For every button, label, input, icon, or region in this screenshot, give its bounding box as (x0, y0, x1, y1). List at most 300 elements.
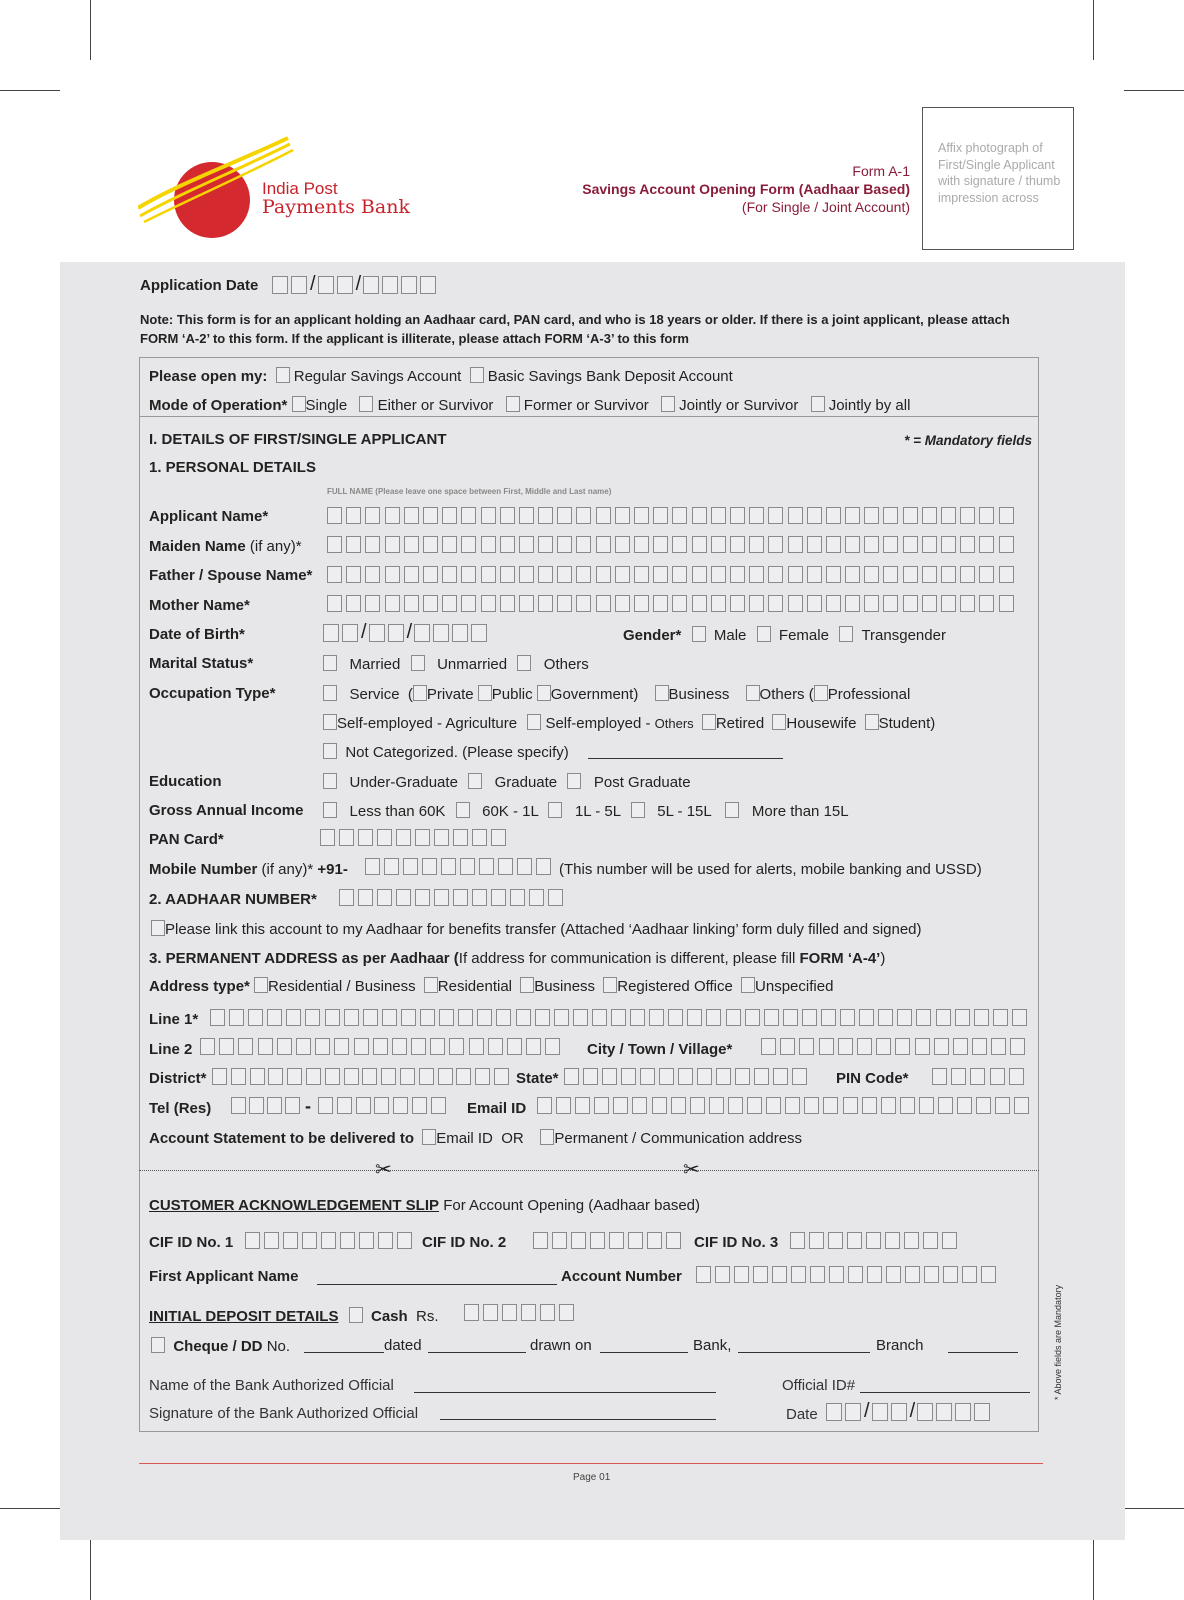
char-box[interactable] (556, 1097, 571, 1114)
char-box[interactable] (434, 829, 449, 846)
occ-professional-checkbox[interactable] (814, 685, 828, 701)
unmarried-checkbox[interactable] (411, 655, 425, 671)
char-box[interactable] (790, 1232, 805, 1249)
char-box[interactable] (979, 566, 994, 583)
char-box[interactable] (536, 858, 551, 875)
char-box[interactable] (883, 536, 898, 553)
char-box[interactable] (575, 1097, 590, 1114)
char-box[interactable] (404, 507, 419, 524)
occ-business-checkbox[interactable] (655, 685, 669, 701)
date-box[interactable] (323, 624, 339, 642)
char-box[interactable] (671, 1097, 686, 1114)
char-box[interactable] (412, 1097, 427, 1114)
date-box[interactable] (872, 1403, 888, 1421)
char-box[interactable] (573, 1009, 588, 1026)
char-box[interactable] (393, 1097, 408, 1114)
char-box[interactable] (377, 889, 392, 906)
char-box[interactable] (381, 1068, 396, 1085)
char-box[interactable] (768, 595, 783, 612)
char-box[interactable] (941, 595, 956, 612)
char-box[interactable] (358, 889, 373, 906)
char-box[interactable] (826, 566, 841, 583)
char-box[interactable] (365, 595, 380, 612)
char-box[interactable] (611, 1009, 626, 1026)
date-box[interactable] (433, 624, 449, 642)
char-box[interactable] (231, 1068, 246, 1085)
district-boxes[interactable] (212, 1068, 513, 1085)
char-box[interactable] (728, 1097, 743, 1114)
date-box[interactable] (936, 1403, 952, 1421)
char-box[interactable] (442, 536, 457, 553)
char-box[interactable] (772, 1266, 787, 1283)
char-box[interactable] (359, 1232, 374, 1249)
char-box[interactable] (327, 566, 342, 583)
char-box[interactable] (773, 1068, 788, 1085)
char-box[interactable] (934, 1038, 949, 1055)
char-box[interactable] (340, 1232, 355, 1249)
char-box[interactable] (730, 507, 745, 524)
char-box[interactable] (346, 595, 361, 612)
char-box[interactable] (903, 595, 918, 612)
date-box[interactable] (388, 624, 404, 642)
char-box[interactable] (829, 1266, 844, 1283)
char-box[interactable] (734, 1266, 749, 1283)
char-box[interactable] (845, 536, 860, 553)
char-box[interactable] (404, 536, 419, 553)
char-box[interactable] (415, 889, 430, 906)
line1-boxes[interactable] (210, 1009, 1031, 1026)
income-5-checkbox[interactable] (725, 802, 739, 818)
char-box[interactable] (634, 536, 649, 553)
edu-ug-checkbox[interactable] (323, 773, 337, 789)
char-box[interactable] (900, 1097, 915, 1114)
char-box[interactable] (632, 1097, 647, 1114)
char-box[interactable] (753, 1266, 768, 1283)
char-box[interactable] (337, 1097, 352, 1114)
char-box[interactable] (883, 566, 898, 583)
char-box[interactable] (999, 595, 1014, 612)
char-box[interactable] (327, 595, 342, 612)
char-box[interactable] (537, 1097, 552, 1114)
char-box[interactable] (941, 536, 956, 553)
income-2-checkbox[interactable] (456, 802, 470, 818)
char-box[interactable] (442, 595, 457, 612)
char-box[interactable] (576, 536, 591, 553)
father-name-boxes[interactable] (327, 566, 1018, 583)
char-box[interactable] (592, 1009, 607, 1026)
char-box[interactable] (999, 566, 1014, 583)
char-box[interactable] (878, 1009, 893, 1026)
char-box[interactable] (809, 1232, 824, 1249)
char-box[interactable] (404, 595, 419, 612)
date-box[interactable] (471, 624, 487, 642)
char-box[interactable] (576, 566, 591, 583)
official-name-field[interactable] (414, 1392, 716, 1393)
edu-pg-checkbox[interactable] (567, 773, 581, 789)
cash-amount-boxes[interactable] (464, 1304, 578, 1321)
pin-boxes[interactable] (932, 1068, 1028, 1085)
char-box[interactable] (932, 1068, 947, 1085)
char-box[interactable] (238, 1038, 253, 1055)
char-box[interactable] (715, 1266, 730, 1283)
char-box[interactable] (826, 595, 841, 612)
state-boxes[interactable] (564, 1068, 811, 1085)
char-box[interactable] (904, 1232, 919, 1249)
char-box[interactable] (780, 1038, 795, 1055)
char-box[interactable] (481, 566, 496, 583)
char-box[interactable] (287, 1068, 302, 1085)
char-box[interactable] (305, 1009, 320, 1026)
char-box[interactable] (840, 1009, 855, 1026)
income-1-checkbox[interactable] (323, 802, 337, 818)
char-box[interactable] (481, 595, 496, 612)
char-box[interactable] (365, 858, 380, 875)
char-box[interactable] (258, 1038, 273, 1055)
char-box[interactable] (649, 1009, 664, 1026)
char-box[interactable] (826, 536, 841, 553)
char-box[interactable] (533, 1232, 548, 1249)
char-box[interactable] (535, 1009, 550, 1026)
date-box[interactable] (342, 624, 358, 642)
char-box[interactable] (941, 566, 956, 583)
char-box[interactable] (571, 1232, 586, 1249)
char-box[interactable] (477, 1009, 492, 1026)
char-box[interactable] (526, 1038, 541, 1055)
cheque-checkbox[interactable] (151, 1337, 165, 1353)
char-box[interactable] (296, 1038, 311, 1055)
char-box[interactable] (510, 889, 525, 906)
char-box[interactable] (711, 566, 726, 583)
char-box[interactable] (962, 1266, 977, 1283)
application-date-boxes[interactable] (272, 273, 439, 296)
char-box[interactable] (864, 595, 879, 612)
char-box[interactable] (472, 889, 487, 906)
char-box[interactable] (821, 1009, 836, 1026)
cif3-boxes[interactable] (790, 1232, 961, 1249)
char-box[interactable] (709, 1097, 724, 1114)
char-box[interactable] (692, 595, 707, 612)
char-box[interactable] (500, 595, 515, 612)
char-box[interactable] (538, 566, 553, 583)
date-box[interactable] (369, 624, 385, 642)
char-box[interactable] (749, 507, 764, 524)
char-box[interactable] (711, 595, 726, 612)
occ-housewife-checkbox[interactable] (772, 714, 786, 730)
char-box[interactable] (903, 566, 918, 583)
date-box[interactable] (955, 1403, 971, 1421)
char-box[interactable] (449, 1038, 464, 1055)
char-box[interactable] (557, 595, 572, 612)
char-box[interactable] (857, 1038, 872, 1055)
tel-number-boxes[interactable] (318, 1097, 450, 1114)
char-box[interactable] (540, 1304, 555, 1321)
addr-resbus-checkbox[interactable] (254, 977, 268, 993)
char-box[interactable] (596, 595, 611, 612)
char-box[interactable] (826, 507, 841, 524)
char-box[interactable] (517, 858, 532, 875)
char-box[interactable] (883, 507, 898, 524)
char-box[interactable] (339, 889, 354, 906)
char-box[interactable] (979, 507, 994, 524)
char-box[interactable] (250, 1068, 265, 1085)
char-box[interactable] (828, 1232, 843, 1249)
char-box[interactable] (210, 1009, 225, 1026)
char-box[interactable] (327, 536, 342, 553)
gender-transgender-checkbox[interactable] (839, 626, 853, 642)
char-box[interactable] (845, 595, 860, 612)
char-box[interactable] (955, 1009, 970, 1026)
char-box[interactable] (434, 889, 449, 906)
date-box[interactable] (401, 276, 417, 294)
char-box[interactable] (991, 1038, 1006, 1055)
char-box[interactable] (268, 1068, 283, 1085)
char-box[interactable] (881, 1097, 896, 1114)
char-box[interactable] (469, 1038, 484, 1055)
char-box[interactable] (1012, 1009, 1027, 1026)
char-box[interactable] (919, 1097, 934, 1114)
char-box[interactable] (403, 858, 418, 875)
char-box[interactable] (819, 1038, 834, 1055)
char-box[interactable] (396, 889, 411, 906)
char-box[interactable] (957, 1097, 972, 1114)
char-box[interactable] (788, 536, 803, 553)
date-box[interactable] (318, 276, 334, 294)
char-box[interactable] (481, 507, 496, 524)
char-box[interactable] (521, 1304, 536, 1321)
char-box[interactable] (915, 1038, 930, 1055)
char-box[interactable] (576, 507, 591, 524)
maiden-name-boxes[interactable] (327, 536, 1018, 553)
char-box[interactable] (378, 1232, 393, 1249)
applicant-name-boxes[interactable] (327, 507, 1018, 524)
date-box[interactable] (272, 276, 288, 294)
drawn-on-field[interactable] (600, 1352, 688, 1353)
char-box[interactable] (502, 1304, 517, 1321)
char-box[interactable] (500, 507, 515, 524)
char-box[interactable] (960, 566, 975, 583)
occ-se-others-checkbox[interactable] (527, 714, 541, 730)
char-box[interactable] (903, 507, 918, 524)
char-box[interactable] (995, 1097, 1010, 1114)
char-box[interactable] (730, 566, 745, 583)
char-box[interactable] (766, 1097, 781, 1114)
char-box[interactable] (461, 536, 476, 553)
char-box[interactable] (692, 536, 707, 553)
char-box[interactable] (970, 1068, 985, 1085)
pan-boxes[interactable] (320, 829, 510, 846)
char-box[interactable] (496, 1009, 511, 1026)
tel-std-boxes[interactable] (231, 1097, 303, 1114)
edu-grad-checkbox[interactable] (468, 773, 482, 789)
mode-jointly-all-checkbox[interactable] (811, 396, 825, 412)
char-box[interactable] (315, 1038, 330, 1055)
official-sig-field[interactable] (440, 1419, 716, 1420)
char-box[interactable] (768, 536, 783, 553)
occ-notcat-checkbox[interactable] (323, 743, 337, 759)
char-box[interactable] (785, 1097, 800, 1114)
char-box[interactable] (993, 1009, 1008, 1026)
char-box[interactable] (749, 566, 764, 583)
char-box[interactable] (464, 1304, 479, 1321)
married-checkbox[interactable] (323, 655, 337, 671)
char-box[interactable] (696, 1266, 711, 1283)
char-box[interactable] (374, 1097, 389, 1114)
char-box[interactable] (838, 1038, 853, 1055)
char-box[interactable] (1009, 1068, 1024, 1085)
char-box[interactable] (422, 858, 437, 875)
char-box[interactable] (423, 507, 438, 524)
char-box[interactable] (730, 595, 745, 612)
char-box[interactable] (807, 595, 822, 612)
addr-reg-checkbox[interactable] (603, 977, 617, 993)
char-box[interactable] (596, 507, 611, 524)
char-box[interactable] (475, 1068, 490, 1085)
account-number-boxes[interactable] (696, 1266, 1000, 1283)
char-box[interactable] (557, 507, 572, 524)
char-box[interactable] (749, 595, 764, 612)
char-box[interactable] (897, 1009, 912, 1026)
char-box[interactable] (672, 536, 687, 553)
char-box[interactable] (346, 507, 361, 524)
gender-male-checkbox[interactable] (692, 626, 706, 642)
char-box[interactable] (442, 507, 457, 524)
char-box[interactable] (609, 1232, 624, 1249)
char-box[interactable] (354, 1038, 369, 1055)
char-box[interactable] (500, 536, 515, 553)
char-box[interactable] (411, 1038, 426, 1055)
char-box[interactable] (726, 1009, 741, 1026)
char-box[interactable] (938, 1097, 953, 1114)
char-box[interactable] (285, 1097, 300, 1114)
mother-name-boxes[interactable] (327, 595, 1018, 612)
char-box[interactable] (200, 1038, 215, 1055)
char-box[interactable] (711, 536, 726, 553)
char-box[interactable] (321, 1232, 336, 1249)
char-box[interactable] (886, 1266, 901, 1283)
char-box[interactable] (979, 536, 994, 553)
char-box[interactable] (672, 595, 687, 612)
slip-date-boxes[interactable] (826, 1400, 993, 1423)
char-box[interactable] (456, 1068, 471, 1085)
char-box[interactable] (362, 1068, 377, 1085)
char-box[interactable] (373, 1038, 388, 1055)
occ-government-checkbox[interactable] (537, 685, 551, 701)
char-box[interactable] (519, 566, 534, 583)
char-box[interactable] (431, 1097, 446, 1114)
char-box[interactable] (453, 889, 468, 906)
dob-boxes[interactable] (323, 621, 490, 644)
char-box[interactable] (690, 1097, 705, 1114)
char-box[interactable] (862, 1097, 877, 1114)
char-box[interactable] (491, 889, 506, 906)
char-box[interactable] (519, 595, 534, 612)
char-box[interactable] (596, 566, 611, 583)
char-box[interactable] (479, 858, 494, 875)
char-box[interactable] (711, 507, 726, 524)
char-box[interactable] (804, 1097, 819, 1114)
char-box[interactable] (747, 1097, 762, 1114)
char-box[interactable] (538, 507, 553, 524)
char-box[interactable] (653, 507, 668, 524)
char-box[interactable] (377, 829, 392, 846)
char-box[interactable] (212, 1068, 227, 1085)
first-applicant-field[interactable] (317, 1284, 557, 1285)
char-box[interactable] (903, 536, 918, 553)
char-box[interactable] (557, 566, 572, 583)
char-box[interactable] (519, 507, 534, 524)
char-box[interactable] (423, 566, 438, 583)
char-box[interactable] (441, 858, 456, 875)
char-box[interactable] (864, 536, 879, 553)
char-box[interactable] (749, 536, 764, 553)
char-box[interactable] (325, 1068, 340, 1085)
char-box[interactable] (640, 1068, 655, 1085)
char-box[interactable] (500, 566, 515, 583)
char-box[interactable] (339, 829, 354, 846)
char-box[interactable] (974, 1009, 989, 1026)
addr-unspec-checkbox[interactable] (741, 977, 755, 993)
char-box[interactable] (916, 1009, 931, 1026)
char-box[interactable] (385, 595, 400, 612)
char-box[interactable] (847, 1232, 862, 1249)
char-box[interactable] (344, 1068, 359, 1085)
char-box[interactable] (791, 1266, 806, 1283)
char-box[interactable] (325, 1009, 340, 1026)
char-box[interactable] (590, 1232, 605, 1249)
char-box[interactable] (864, 566, 879, 583)
char-box[interactable] (659, 1068, 674, 1085)
occ-student-checkbox[interactable] (865, 714, 879, 730)
char-box[interactable] (1010, 1038, 1025, 1055)
cif1-boxes[interactable] (245, 1232, 416, 1249)
email-boxes[interactable] (537, 1097, 1033, 1114)
char-box[interactable] (692, 507, 707, 524)
char-box[interactable] (385, 566, 400, 583)
char-box[interactable] (697, 1068, 712, 1085)
char-box[interactable] (823, 1097, 838, 1114)
char-box[interactable] (481, 536, 496, 553)
char-box[interactable] (396, 829, 411, 846)
date-box[interactable] (382, 276, 398, 294)
char-box[interactable] (735, 1068, 750, 1085)
char-box[interactable] (924, 1266, 939, 1283)
char-box[interactable] (365, 536, 380, 553)
char-box[interactable] (365, 507, 380, 524)
char-box[interactable] (923, 1232, 938, 1249)
mode-single-checkbox[interactable] (292, 396, 306, 412)
char-box[interactable] (430, 1038, 445, 1055)
char-box[interactable] (802, 1009, 817, 1026)
char-box[interactable] (922, 595, 937, 612)
char-box[interactable] (346, 536, 361, 553)
char-box[interactable] (761, 1038, 776, 1055)
char-box[interactable] (634, 566, 649, 583)
cif2-boxes[interactable] (533, 1232, 685, 1249)
char-box[interactable] (615, 595, 630, 612)
char-box[interactable] (488, 1038, 503, 1055)
char-box[interactable] (519, 536, 534, 553)
income-4-checkbox[interactable] (631, 802, 645, 818)
char-box[interactable] (687, 1009, 702, 1026)
char-box[interactable] (668, 1009, 683, 1026)
char-box[interactable] (653, 536, 668, 553)
aadhaar-boxes[interactable] (339, 889, 567, 906)
char-box[interactable] (1014, 1097, 1029, 1114)
mode-either-checkbox[interactable] (359, 396, 373, 412)
char-box[interactable] (730, 536, 745, 553)
char-box[interactable] (788, 595, 803, 612)
char-box[interactable] (807, 536, 822, 553)
